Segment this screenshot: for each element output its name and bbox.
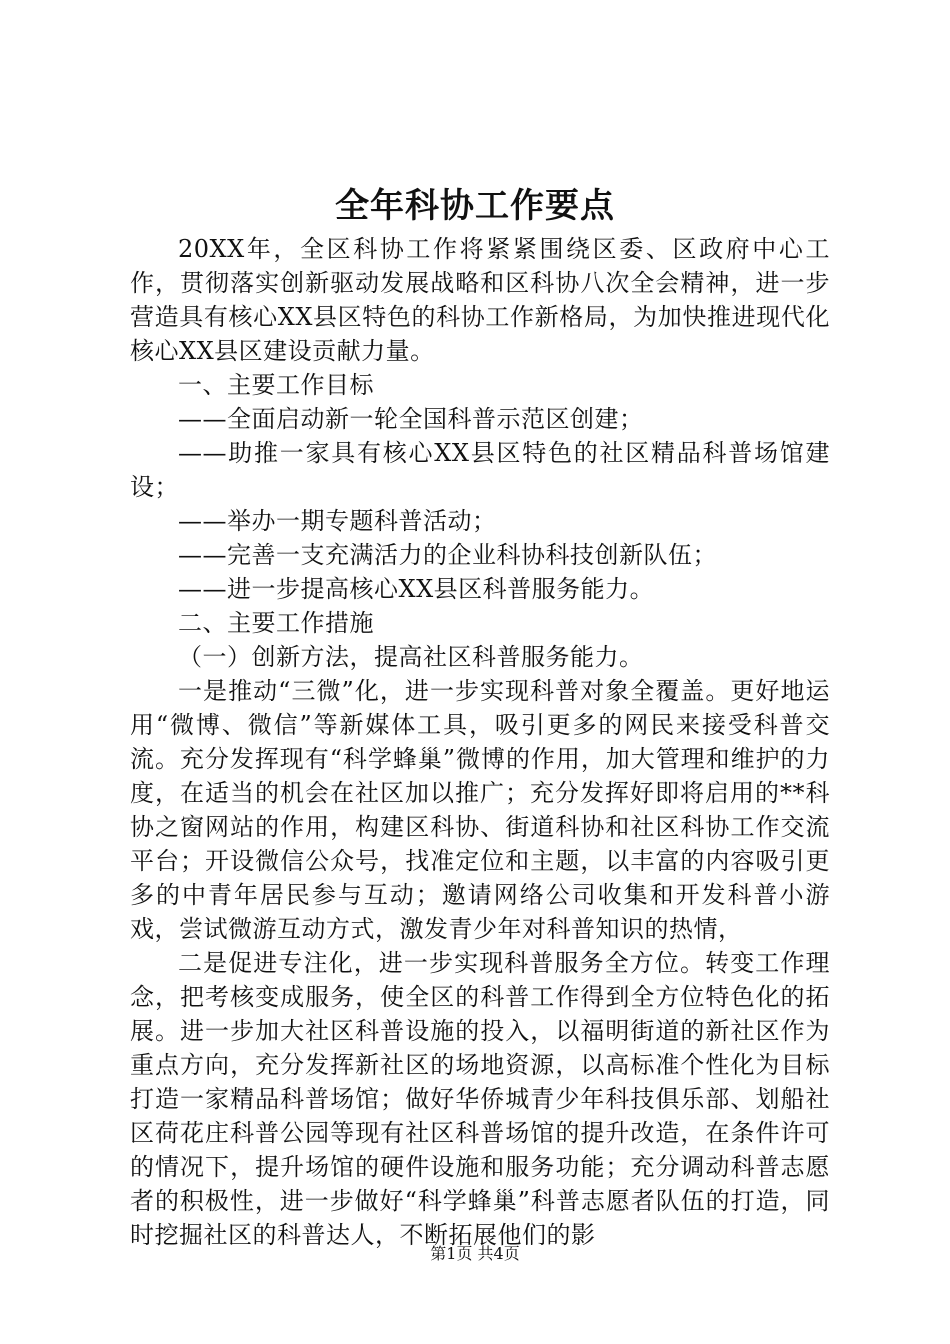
body-paragraph: 一是推动“三微”化，进一步实现科普对象全覆盖。更好地运用“微博、微信”等新媒体工具，吸引更多的网民来接受科普交流。充分发挥现有“科学蜂巢”微博的作用，加大管理和维护的力度，在适当的机会在社区加以推广；充分发挥好即将启用的**科协之窗网站的作用，构建区科协、街道科协和社区科协工作交流平台；开设微信公众号，找准定位和主题，以丰富的内容吸引更多的中青年居民参与互动；邀请网络公司收集和开发科普小游戏，尝试微游互动方式，激发青少年对科普知识的热情，: [130, 677, 830, 943]
goal-item: ——助推一家具有核心XX县区特色的社区精品科普场馆建设；: [130, 439, 830, 501]
body-paragraph: 二是促进专注化，进一步实现科普服务全方位。转变工作理念，把考核变成服务，使全区的科普工作得到全方位特色化的拓展。进一步加大社区科普设施的投入，以福明街道的新社区作为重点方向，充分发挥新社区的场地资源，以高标准个性化为目标打造一家精品科普场馆；做好华侨城青少年科技俱乐部、划船社区荷花庄科普公园等现有社区科普场馆的提升改造，在条件许可的情况下，提升场馆的硬件设施和服务功能；充分调动科普志愿者的积极性，进一步做好“科学蜂巢”科普志愿者队伍的打造，同时挖掘社区的科普达人，不断拓展他们的影: [130, 949, 830, 1249]
document-title: 全年科协工作要点: [335, 186, 615, 226]
section-heading-goals: 一、主要工作目标: [178, 371, 374, 399]
section-heading-measures: 二、主要工作措施: [178, 609, 374, 637]
goal-item: ——完善一支充满活力的企业科协科技创新队伍；: [178, 541, 717, 569]
subsection-heading: （一）创新方法，提高社区科普服务能力。: [178, 643, 644, 671]
goal-item: ——全面启动新一轮全国科普示范区创建；: [178, 405, 644, 433]
intro-paragraph: 20XX年，全区科协工作将紧紧围绕区委、区政府中心工作，贯彻落实创新驱动发展战略和区科协八次全会精神，进一步营造具有核心XX县区特色的科协工作新格局，为加快推进现代化核心XX县区建设贡献力量。: [130, 235, 830, 365]
goal-item: ——进一步提高核心XX县区科普服务能力。: [178, 575, 655, 603]
page-number-footer: 第1页 共4页: [430, 1244, 520, 1263]
goal-item: ——举办一期专题科普活动；: [178, 507, 497, 535]
document-body: [130, 232, 830, 1252]
